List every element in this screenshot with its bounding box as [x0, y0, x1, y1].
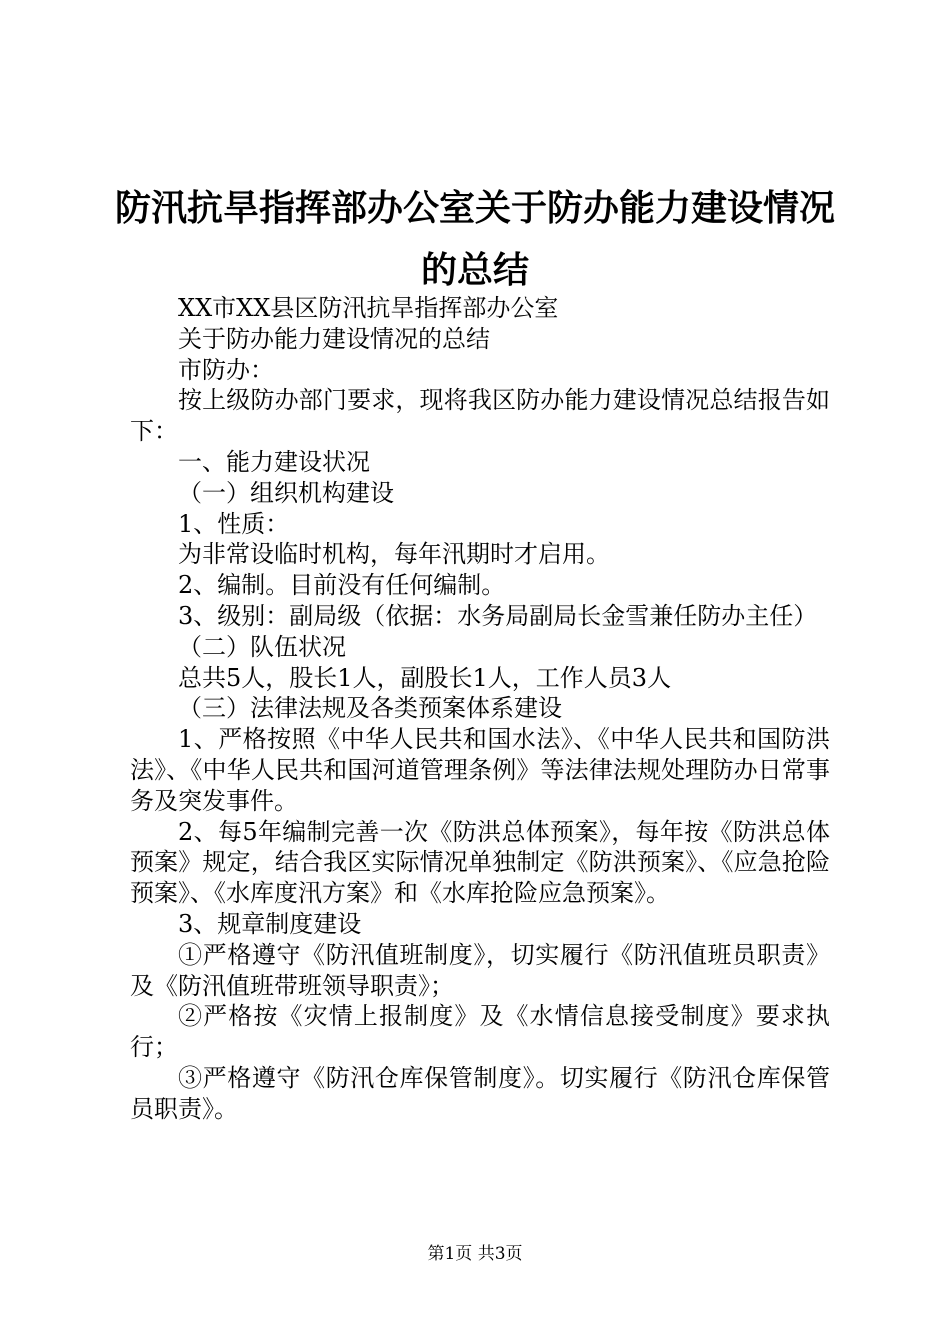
document-title-line-2: 的总结 — [420, 249, 529, 291]
list-item-nature: 1、性质： — [178, 509, 290, 538]
heading-section-1: 一、能力建设状况 — [178, 447, 370, 476]
document-body — [130, 293, 830, 1125]
paragraph-intro: 按上级防办部门要求，现将我区防办能力建设情况总结报告如下： — [130, 386, 830, 446]
document-title-line-1: 防汛抗旱指挥部办公室关于防办能力建设情况 — [114, 187, 835, 229]
paragraph-recipient: 市防办： — [178, 355, 274, 384]
list-item-rule-1: ①严格遵守《防汛值班制度》，切实履行《防汛值班员职责》及《防汛值班带班领导职责》； — [130, 940, 830, 1000]
heading-subsection-3: （三）法律法规及各类预案体系建设 — [178, 694, 562, 723]
list-item-rank: 3、级别：副局级（依据：水务局副局长金雪兼任防办主任） — [178, 601, 818, 630]
heading-subsection-1: （一）组织机构建设 — [178, 478, 394, 507]
paragraph-subject: 关于防办能力建设情况的总结 — [178, 324, 490, 353]
list-item-plans: 2、每5年编制完善一次《防洪总体预案》，每年按《防洪总体预案》规定，结合我区实际情况单独制定《防洪预案》、《应急抢险预案》、《水库度汛方案》和《水库抢险应急预案》。 — [130, 817, 830, 908]
list-item-staffing: 2、编制。目前没有任何编制。 — [178, 571, 506, 600]
paragraph-sender: XX市XX县区防汛抗旱指挥部办公室 — [178, 294, 559, 322]
list-item-rule-3: ③严格遵守《防汛仓库保管制度》。切实履行《防汛仓库保管员职责》。 — [130, 1063, 830, 1123]
list-item-laws: 1、严格按照《中华人民共和国水法》、《中华人民共和国防洪法》、《中华人民共和国河道管理条例》等法律法规处理防办日常事务及突发事件。 — [130, 725, 830, 815]
paragraph-team: 总共5人，股长1人，副股长1人，工作人员3人 — [178, 663, 672, 692]
page-number: 第1页 共3页 — [427, 1244, 523, 1264]
list-item-rule-2: ②严格按《灾情上报制度》及《水情信息接受制度》要求执行； — [130, 1002, 830, 1062]
heading-subsection-2: （二）队伍状况 — [178, 632, 346, 661]
list-item-rules: 3、规章制度建设 — [178, 909, 362, 938]
paragraph-nature-detail: 为非常设临时机构，每年汛期时才启用。 — [178, 540, 610, 569]
